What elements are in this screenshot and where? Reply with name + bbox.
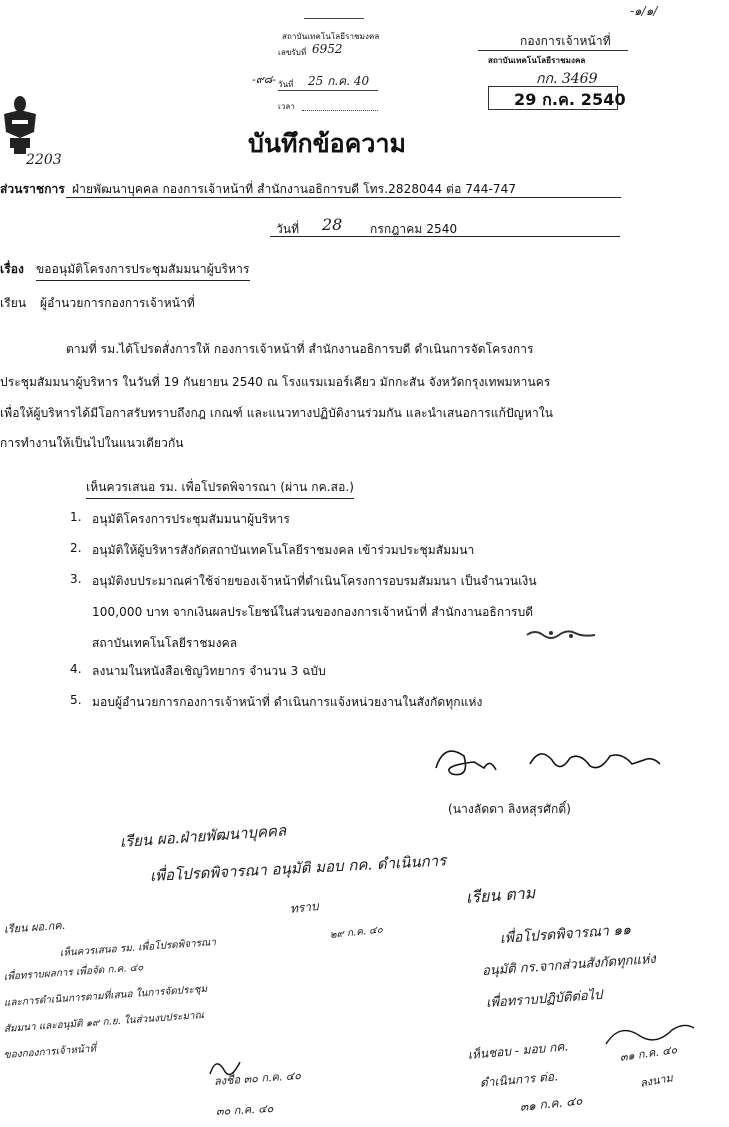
stamp-right-receive-no: กก. 3469: [536, 71, 598, 87]
note-right-1: เรียน ตาม: [465, 883, 536, 907]
item-3-text-3: สถาบันเทคโนโลยีราชมงคล: [92, 636, 238, 650]
stamp-org: สถาบันเทคโนโลยีราชมงคล: [282, 32, 380, 41]
signature: [430, 738, 670, 788]
item-3-text-2: 100,000 บาท จากเงินผลประโยชน์ในส่วนของกองการเจ้าหน้าที่ สำนักงานอธิการบดี: [92, 605, 534, 619]
stamp-right-dept: กองการเจ้าหน้าที่: [520, 34, 611, 48]
subject-label: เรื่อง: [0, 262, 25, 276]
item-1-text: อนุมัติโครงการประชุมสัมมนาผู้บริหาร: [92, 512, 290, 526]
handwritten-initials-scribble: [206, 1054, 246, 1084]
item-1-no: 1.: [70, 510, 82, 524]
note-left-6: ของกองการเจ้าหน้าที่: [3, 1043, 97, 1061]
note-left-1: เรียน ผอ.กค.: [3, 918, 66, 936]
item-2-text: อนุมัติให้ผู้บริหารสังกัดสถาบันเทคโนโลยีราชมงคล เข้าร่วมประชุมสัมมนา: [92, 543, 475, 557]
handwritten-signature-scribble: [600, 1016, 700, 1056]
stamp-right-date: 29 ก.ค. 2540: [514, 90, 626, 109]
note-mid-1: ทราบ: [289, 899, 320, 916]
garuda-emblem-icon: [0, 92, 44, 156]
note-right-3: อนุมัติ กร.จากส่วนสังกัดทุกแห่ง: [481, 951, 657, 979]
item-4-text: ลงนามในหนังสือเชิญวิทยากร จำนวน 3 ฉบับ: [92, 664, 326, 678]
item-3-no: 3.: [70, 572, 82, 586]
item-4-no: 4.: [70, 662, 82, 676]
note-center-1: เรียน ผอ.ฝ่ายพัฒนาบุคคล: [119, 821, 287, 851]
note-right-5: เห็นชอบ - มอบ กค.: [467, 1039, 569, 1062]
note-center-2: เพื่อโปรดพิจารณา อนุมัติ มอบ กค. ดำเนินการ: [149, 851, 447, 885]
note-right-date: ๓๑ ก.ค. ๔๐: [519, 1093, 584, 1114]
note-left-5: สัมมนา และอนุมัติ ๑๙ ก.ย. ในส่วนงบประมาณ: [3, 1010, 205, 1035]
note-mid-4: ๒๙ ก.ค. ๔๐: [329, 924, 384, 941]
agency-value: ฝ่ายพัฒนาบุคคล กองการเจ้าหน้าที่ สำนักงานอธิการบดี โทร.2828044 ต่อ 744-747: [72, 182, 517, 196]
note-right-6: ดำเนินการ ต่อ.: [479, 1069, 559, 1090]
stamp-date-label: วันที่: [278, 80, 294, 89]
page-number: -๑/๑/: [630, 4, 658, 18]
stamp-number-prefix: -๙๘-: [252, 73, 276, 86]
note-right-4: เพื่อทราบปฏิบัติต่อไป: [485, 987, 603, 1011]
memo-title: บันทึกข้อความ: [248, 129, 406, 158]
receiving-stamp-right: [478, 28, 628, 118]
item-3-text-1: อนุมัติงบประมาณค่าใช้จ่ายของเจ้าหน้าที่ดำเนินโครงการอบรมสัมมนา เป็นจำนวนเงิน: [92, 574, 537, 588]
item-5-text: มอบผู้อำนวยการกองการเจ้าหน้าที่ ดำเนินการแจ้งหน่วยงานในสังกัดทุกแห่ง: [92, 695, 483, 709]
item-2-no: 2.: [70, 541, 82, 555]
agency-label: ส่วนราชการ: [0, 182, 65, 196]
date-rest: กรกฎาคม 2540: [370, 222, 458, 236]
to-label: เรียน: [0, 296, 27, 310]
note-left-2: เห็นควรเสนอ รม. เพื่อโปรดพิจารณา: [59, 937, 217, 959]
note-right-sig-c: ลงนาม: [638, 1071, 674, 1090]
to-value: ผู้อำนวยการกองการเจ้าหน้าที่: [40, 296, 195, 310]
stamp-receive-label: เลขรับที่: [278, 48, 307, 57]
body-line-1: ตามที่ รม.ได้โปรดสั่งการให้ กองการเจ้าหน้าที่ สำนักงานอธิการบดี ดำเนินการจัดโครงการ: [66, 342, 534, 356]
stamp-date-value: 25 ก.ค. 40: [308, 74, 370, 88]
body-line-3: เพื่อให้ผู้บริหารได้มีโอกาสรับทราบถึงกฎ เกณฑ์ และแนวทางปฏิบัติงานร่วมกัน และนำเสนอการแก้ปัญหาใน: [0, 406, 554, 420]
stamp-right-org: สถาบันเทคโนโลยีราชมงคล: [488, 56, 586, 65]
receiving-stamp-left: [252, 18, 382, 111]
note-mid-2: ลงชื่อ ๓๐ ก.ค. ๔๐: [213, 1068, 302, 1088]
note-right-2: เพื่อโปรดพิจารณา ๑๑: [499, 921, 632, 947]
date-day: 28: [322, 215, 343, 234]
smudge-mark: [525, 626, 597, 640]
note-right-sig-date: ๓๑ ก.ค. ๔๐: [619, 1043, 678, 1064]
body-line-2: ประชุมสัมมนาผู้บริหาร ในวันที่ 19 กันยายน 2540 ณ โรงแรมเมอร์เคียว มักกะสัน จังหวัดกรุงเทพมหานคร: [0, 375, 551, 389]
body-line-4: การทำงานให้เป็นไปในแนวเดียวกัน: [0, 436, 184, 450]
date-label: วันที่: [276, 222, 300, 236]
note-left-3: เพื่อทราบผลการ เพื่อจัด ก.ค. ๔๐: [3, 962, 144, 983]
note-left-4: และการดำเนินการตามที่เสนอ ในการจัดประชุม: [3, 983, 208, 1009]
stamp-time-label: เวลา: [278, 102, 296, 111]
stamp-receive-value: 6952: [312, 42, 343, 56]
subject-value: ขออนุมัติโครงการประชุมสัมมนาผู้บริหาร: [36, 260, 250, 281]
proposal-heading: เห็นควรเสนอ รม. เพื่อโปรดพิจารณา (ผ่าน กค.สอ.): [86, 478, 354, 499]
note-mid-3: ๓๐ ก.ค. ๔๐: [215, 1102, 274, 1118]
item-5-no: 5.: [70, 693, 82, 707]
handwritten-number: 2203: [26, 152, 62, 168]
signer-name: (นางลัดดา ลิงหสุรศักดิ์): [448, 802, 572, 816]
